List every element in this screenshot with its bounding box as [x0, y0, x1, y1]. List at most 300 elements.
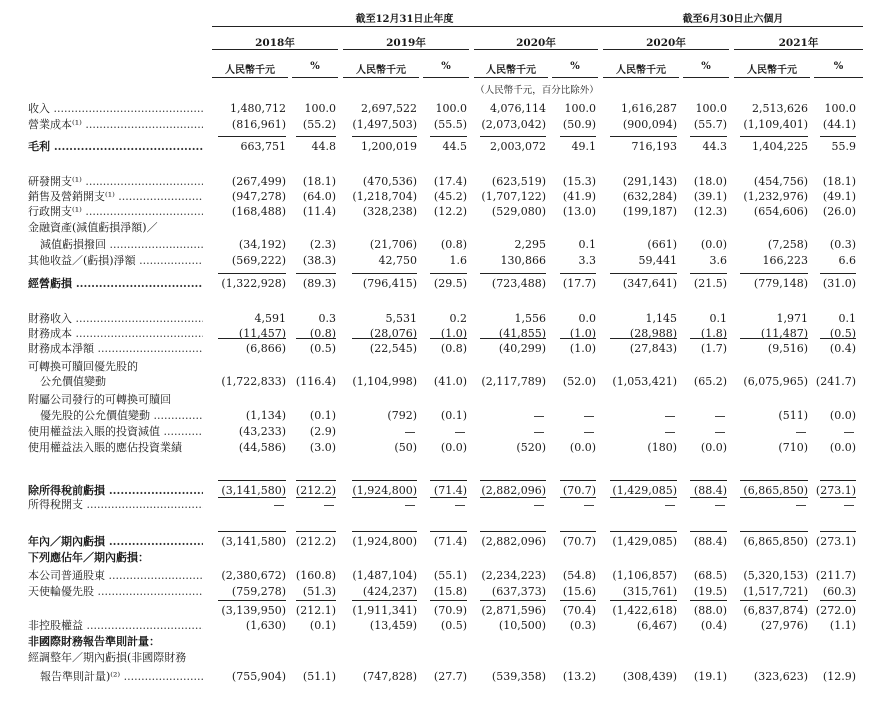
- percent-cell: (0.4): [700, 619, 727, 632]
- amount-cell: 2,295: [514, 238, 546, 251]
- subtotal-rule: [296, 600, 336, 601]
- percent-cell: (88.0): [693, 604, 727, 617]
- percent-cell: [842, 498, 856, 512]
- amount-cell: [403, 498, 417, 512]
- percent-cell: (212.2): [295, 535, 336, 548]
- row-label: 毛利 .....: [28, 140, 203, 154]
- amount-cell: 2,697,522: [361, 102, 417, 115]
- nil-dash: [715, 432, 725, 433]
- percent-cell: (1.8): [700, 327, 727, 340]
- percent-cell: (49.1): [822, 190, 856, 203]
- amount-cell: (1,924,800): [352, 535, 417, 548]
- percent-cell: 100.0: [435, 102, 467, 115]
- amount-cell: (6,866): [245, 342, 286, 355]
- subtotal-rule: [820, 600, 856, 601]
- year-rule: [343, 49, 469, 50]
- amount-cell: (1,429,085): [612, 484, 677, 497]
- subtotal-rule: [610, 600, 677, 601]
- percent-cell: 100.0: [564, 102, 596, 115]
- subtotal-rule: [480, 600, 546, 601]
- percent-cell: 44.8: [311, 140, 336, 153]
- row-label: 天使輪優先股 .....: [28, 585, 203, 599]
- nil-dash: [405, 505, 415, 506]
- row-label: 經營虧損 .....: [28, 277, 203, 291]
- amount-cell: (723,488): [491, 277, 546, 290]
- percent-cell: 100.0: [695, 102, 727, 115]
- amount-cell: (1,517,721): [743, 585, 808, 598]
- percent-cell: (18.0): [693, 175, 727, 188]
- amount-cell: (40,299): [498, 342, 546, 355]
- subtotal-rule: [820, 273, 856, 274]
- subtotal-rule: [218, 531, 286, 532]
- table-row: [0, 140, 884, 154]
- percent-cell: [713, 425, 727, 439]
- table-row: [0, 651, 884, 665]
- table-row: [0, 254, 884, 268]
- amount-cell: (511): [778, 409, 808, 422]
- currency-header: 人民幣千元: [225, 65, 275, 76]
- percent-cell: (39.1): [693, 190, 727, 203]
- subtotal-rule: [740, 531, 808, 532]
- percent-cell: (18.1): [822, 175, 856, 188]
- subtotal-rule: [820, 136, 856, 137]
- percent-cell: (241.7): [815, 375, 856, 388]
- table-row: [0, 551, 884, 565]
- nil-dash: [715, 505, 725, 506]
- percent-cell: (12.9): [822, 670, 856, 683]
- nil-dash: [715, 416, 725, 417]
- amount-cell: (267,499): [231, 175, 286, 188]
- percent-cell: (54.8): [562, 569, 596, 582]
- percent-cell: (0.1): [309, 409, 336, 422]
- amount-cell: [532, 498, 546, 512]
- row-label: 所得稅開支 .....: [28, 498, 203, 512]
- subtotal-rule: [560, 600, 596, 601]
- subtotal-rule: [296, 531, 336, 532]
- amount-cell: (199,187): [622, 205, 677, 218]
- percent-cell: (71.4): [433, 535, 467, 548]
- row-label: 本公司普通股東 .....: [28, 569, 203, 583]
- percent-cell: (19.1): [693, 670, 727, 683]
- year-rule: [734, 49, 863, 50]
- subtotal-rule: [218, 338, 286, 339]
- subtotal-rule: [352, 136, 417, 137]
- amount-cell: (747,828): [362, 670, 417, 683]
- amount-cell: (6,467): [636, 619, 677, 632]
- amount-cell: (5,320,153): [743, 569, 808, 582]
- amount-cell: 1,971: [776, 312, 808, 325]
- table-row: [0, 484, 884, 498]
- amount-cell: (13,459): [369, 619, 417, 632]
- subtotal-rule: [690, 531, 727, 532]
- amount-cell: (900,094): [622, 118, 677, 131]
- percent-cell: (272.0): [815, 604, 856, 617]
- table-row: [0, 205, 884, 219]
- amount-cell: 5,531: [385, 312, 417, 325]
- percent-header: %: [833, 61, 844, 72]
- table-row: [0, 118, 884, 132]
- amount-cell: (539,358): [491, 670, 546, 683]
- nil-dash: [844, 505, 854, 506]
- subtotal-rule: [740, 338, 808, 339]
- percent-cell: (18.1): [302, 175, 336, 188]
- amount-cell: (1,134): [245, 409, 286, 422]
- row-label: 公允價值變動: [40, 375, 106, 388]
- amount-cell: 716,193: [631, 140, 677, 153]
- subtotal-rule: [610, 338, 677, 339]
- sub-rule: [474, 77, 548, 78]
- percent-cell: (21.5): [693, 277, 727, 290]
- sub-rule: [552, 77, 598, 78]
- amount-cell: (291,143): [622, 175, 677, 188]
- percent-cell: (45.2): [433, 190, 467, 203]
- subtotal-rule: [296, 273, 336, 274]
- amount-cell: (27,843): [629, 342, 677, 355]
- amount-cell: (180): [647, 441, 677, 454]
- percent-cell: (89.3): [302, 277, 336, 290]
- table-row: [0, 498, 884, 512]
- amount-cell: (947,278): [231, 190, 286, 203]
- year-2018: 2018年: [255, 37, 295, 49]
- year-2019: 2019年: [386, 37, 426, 49]
- amount-cell: (41,855): [498, 327, 546, 340]
- amount-cell: (6,865,850): [743, 484, 808, 497]
- percent-cell: 49.1: [571, 140, 596, 153]
- subtotal-rule: [820, 338, 856, 339]
- amount-cell: (6,865,850): [743, 535, 808, 548]
- percent-cell: (0.0): [440, 441, 467, 454]
- amount-cell: 2,513,626: [752, 102, 808, 115]
- table-row: [0, 221, 884, 235]
- percent-cell: (0.4): [829, 342, 856, 355]
- percent-cell: 1.6: [449, 254, 467, 267]
- percent-cell: [582, 425, 596, 439]
- subtotal-rule: [218, 136, 286, 137]
- percent-cell: (38.3): [302, 254, 336, 267]
- percent-cell: 0.0: [578, 312, 596, 325]
- subtotal-rule: [690, 480, 727, 481]
- amount-cell: (710): [778, 441, 808, 454]
- subtotal-rule: [480, 273, 546, 274]
- subtotal-rule: [480, 497, 546, 498]
- amount-cell: (1,911,341): [352, 604, 417, 617]
- nil-dash: [796, 505, 806, 506]
- amount-cell: (3,141,580): [221, 535, 286, 548]
- subtotal-rule: [430, 497, 467, 498]
- percent-cell: 3.6: [709, 254, 727, 267]
- subtotal-rule: [820, 531, 856, 532]
- percent-cell: (0.0): [569, 441, 596, 454]
- percent-cell: 44.3: [702, 140, 727, 153]
- row-label: 行政開支⁽¹⁾ .....: [28, 205, 203, 219]
- subtotal-rule: [480, 531, 546, 532]
- percent-cell: 3.3: [578, 254, 596, 267]
- percent-cell: (19.5): [693, 585, 727, 598]
- sub-rule: [292, 77, 338, 78]
- nil-dash: [796, 432, 806, 433]
- amount-cell: (1,707,122): [481, 190, 546, 203]
- percent-cell: (41.0): [433, 375, 467, 388]
- subtotal-rule: [560, 497, 596, 498]
- amount-cell: (27,976): [760, 619, 808, 632]
- table-row: [0, 409, 884, 423]
- amount-cell: 1,556: [514, 312, 546, 325]
- subtotal-rule: [480, 480, 546, 481]
- amount-cell: 1,480,712: [230, 102, 286, 115]
- subtotal-rule: [690, 338, 727, 339]
- row-label: 使用權益法入賬的投資減值 .....: [28, 425, 203, 439]
- table-row: [0, 312, 884, 326]
- amount-cell: (44,586): [238, 441, 286, 454]
- nil-dash: [844, 432, 854, 433]
- nil-dash: [584, 432, 594, 433]
- amount-cell: (654,606): [753, 205, 808, 218]
- subtotal-rule: [430, 136, 467, 137]
- currency-header: 人民幣千元: [616, 65, 666, 76]
- percent-cell: (212.2): [295, 484, 336, 497]
- percent-cell: (1.1): [829, 619, 856, 632]
- percent-cell: (0.3): [829, 238, 856, 251]
- table-row: [0, 670, 884, 684]
- currency-header: 人民幣千元: [747, 65, 797, 76]
- percent-cell: (51.1): [302, 670, 336, 683]
- amount-cell: 1,616,287: [621, 102, 677, 115]
- row-label: 財務成本 .....: [28, 327, 203, 341]
- amount-cell: (470,536): [362, 175, 417, 188]
- amount-cell: (2,380,672): [221, 569, 286, 582]
- amount-cell: (22,545): [369, 342, 417, 355]
- percent-cell: (160.8): [295, 569, 336, 582]
- subtotal-rule: [218, 480, 286, 481]
- percent-cell: (70.7): [562, 484, 596, 497]
- percent-cell: (70.4): [562, 604, 596, 617]
- percent-cell: 100.0: [304, 102, 336, 115]
- table-row: [0, 238, 884, 252]
- percent-cell: (55.1): [433, 569, 467, 582]
- percent-cell: (15.6): [562, 585, 596, 598]
- amount-cell: (10,500): [498, 619, 546, 632]
- percent-cell: (0.8): [309, 327, 336, 340]
- percent-cell: (0.8): [440, 238, 467, 251]
- percent-cell: (11.4): [302, 205, 336, 218]
- nil-dash: [584, 505, 594, 506]
- percent-cell: 55.9: [831, 140, 856, 153]
- amount-cell: (2,882,096): [481, 535, 546, 548]
- percent-cell: (70.7): [562, 535, 596, 548]
- percent-cell: (0.1): [309, 619, 336, 632]
- subtotal-rule: [430, 273, 467, 274]
- table-row: [0, 277, 884, 291]
- amount-cell: (2,871,596): [481, 604, 546, 617]
- nil-dash: [405, 432, 415, 433]
- amount-cell: (632,284): [622, 190, 677, 203]
- year-2020-hy: 2020年: [646, 37, 686, 49]
- percent-cell: (71.4): [433, 484, 467, 497]
- amount-cell: (792): [387, 409, 417, 422]
- percent-cell: (0.3): [569, 619, 596, 632]
- amount-cell: (1,106,857): [612, 569, 677, 582]
- sub-rule: [814, 77, 863, 78]
- percent-cell: 100.0: [824, 102, 856, 115]
- percent-cell: (15.8): [433, 585, 467, 598]
- subtotal-rule: [610, 273, 677, 274]
- subtotal-rule: [218, 273, 286, 274]
- nil-dash: [665, 416, 675, 417]
- amount-cell: [663, 498, 677, 512]
- amount-cell: (2,073,042): [481, 118, 546, 131]
- sub-rule: [734, 77, 810, 78]
- amount-cell: 1,200,019: [361, 140, 417, 153]
- amount-cell: (6,837,874): [743, 604, 808, 617]
- subtotal-rule: [352, 480, 417, 481]
- percent-cell: (41.9): [562, 190, 596, 203]
- amount-cell: (1,429,085): [612, 535, 677, 548]
- percent-cell: 44.5: [442, 140, 467, 153]
- amount-cell: 42,750: [378, 254, 417, 267]
- fy-period-label: 截至12月31日止年度: [355, 14, 454, 25]
- amount-cell: (168,488): [231, 205, 286, 218]
- subtotal-rule: [740, 480, 808, 481]
- percent-cell: [713, 498, 727, 512]
- percent-cell: (212.1): [295, 604, 336, 617]
- percent-cell: (0.5): [440, 619, 467, 632]
- amount-cell: (28,988): [629, 327, 677, 340]
- subtotal-rule: [430, 531, 467, 532]
- amount-cell: (1,630): [245, 619, 286, 632]
- table-row: [0, 585, 884, 599]
- percent-cell: (13.2): [562, 670, 596, 683]
- percent-cell: [322, 498, 336, 512]
- amount-cell: (11,487): [760, 327, 808, 340]
- table-row: [0, 604, 884, 618]
- subtotal-rule: [690, 497, 727, 498]
- table-row: [0, 635, 884, 649]
- amount-cell: (6,075,965): [743, 375, 808, 388]
- subtotal-rule: [352, 273, 417, 274]
- subtotal-rule: [352, 497, 417, 498]
- amount-cell: (759,278): [231, 585, 286, 598]
- subtotal-rule: [560, 531, 596, 532]
- nil-dash: [665, 432, 675, 433]
- amount-cell: (2,117,789): [481, 375, 546, 388]
- subtotal-rule: [352, 531, 417, 532]
- table-row: [0, 393, 884, 407]
- percent-cell: (12.3): [693, 205, 727, 218]
- amount-cell: (21,706): [369, 238, 417, 251]
- row-label: 報告準則計量)⁽²⁾ .....: [40, 670, 203, 684]
- percent-header: %: [701, 61, 711, 72]
- amount-cell: [794, 425, 808, 439]
- percent-cell: (2.9): [309, 425, 336, 438]
- subtotal-rule: [296, 136, 336, 137]
- amount-cell: (1,232,976): [743, 190, 808, 203]
- row-label: 經調整年／期內虧損(非國際財務: [28, 651, 187, 664]
- percent-cell: [713, 409, 727, 423]
- percent-cell: (55.5): [433, 118, 467, 131]
- percent-cell: (88.4): [693, 484, 727, 497]
- amount-cell: (520): [516, 441, 546, 454]
- sub-rule: [423, 77, 469, 78]
- percent-cell: [582, 409, 596, 423]
- subtotal-rule: [430, 338, 467, 339]
- percent-cell: 0.1: [709, 312, 727, 325]
- row-label: 使用權益法入賬的應佔投資業績: [28, 441, 182, 454]
- percent-cell: [842, 425, 856, 439]
- percent-cell: (3.0): [309, 441, 336, 454]
- table-row: [0, 342, 884, 356]
- amount-cell: 4,076,114: [490, 102, 546, 115]
- amount-cell: 1,404,225: [752, 140, 808, 153]
- amount-cell: (454,756): [753, 175, 808, 188]
- subtotal-rule: [690, 136, 727, 137]
- amount-cell: (7,258): [767, 238, 808, 251]
- amount-cell: (43,233): [238, 425, 286, 438]
- currency-header: 人民幣千元: [486, 65, 536, 76]
- subtotal-rule: [560, 338, 596, 339]
- row-label: 財務收入 .....: [28, 312, 203, 326]
- percent-cell: (65.2): [693, 375, 727, 388]
- nil-dash: [534, 416, 544, 417]
- subtotal-rule: [430, 480, 467, 481]
- year-2020: 2020年: [516, 37, 556, 49]
- percent-cell: (17.4): [433, 175, 467, 188]
- percent-cell: (27.7): [433, 670, 467, 683]
- percent-header: %: [570, 61, 580, 72]
- amount-cell: (1,218,704): [352, 190, 417, 203]
- percent-cell: (15.3): [562, 175, 596, 188]
- percent-cell: (0.0): [700, 238, 727, 251]
- amount-cell: (1,053,421): [612, 375, 677, 388]
- percent-cell: [453, 498, 467, 512]
- row-label: 收入 .....: [28, 102, 203, 116]
- amount-cell: (2,882,096): [481, 484, 546, 497]
- year-rule: [474, 49, 598, 50]
- nil-dash: [455, 432, 465, 433]
- table-row: [0, 360, 884, 374]
- subtotal-rule: [296, 497, 336, 498]
- percent-cell: (12.2): [433, 205, 467, 218]
- subtotal-rule: [740, 273, 808, 274]
- row-label: 其他收益／(虧損)淨額 .....: [28, 254, 203, 268]
- row-label: 銷售及營銷開支⁽¹⁾ .....: [28, 190, 203, 204]
- nil-dash: [534, 432, 544, 433]
- sub-rule: [683, 77, 729, 78]
- nil-dash: [665, 505, 675, 506]
- percent-cell: (50.9): [562, 118, 596, 131]
- percent-header: %: [310, 61, 320, 72]
- currency-header: 人民幣千元: [356, 65, 406, 76]
- percent-cell: (0.0): [829, 441, 856, 454]
- amount-cell: (1,924,800): [352, 484, 417, 497]
- percent-cell: (273.1): [815, 535, 856, 548]
- percent-cell: [453, 425, 467, 439]
- amount-cell: (661): [647, 238, 677, 251]
- table-row: [0, 619, 884, 633]
- amount-cell: (1,422,618): [612, 604, 677, 617]
- amount-cell: [532, 409, 546, 423]
- percent-cell: (55.2): [302, 118, 336, 131]
- table-row: [0, 569, 884, 583]
- percent-cell: 0.2: [449, 312, 467, 325]
- subtotal-rule: [352, 600, 417, 601]
- year-rule: [603, 49, 729, 50]
- amount-cell: (755,904): [231, 670, 286, 683]
- row-label: 可轉換可贖回優先股的: [28, 360, 138, 373]
- amount-cell: (779,148): [753, 277, 808, 290]
- row-label: 財務成本淨額 .....: [28, 342, 203, 356]
- amount-cell: (34,192): [238, 238, 286, 251]
- row-label: 除所得稅前虧損 .....: [28, 484, 203, 498]
